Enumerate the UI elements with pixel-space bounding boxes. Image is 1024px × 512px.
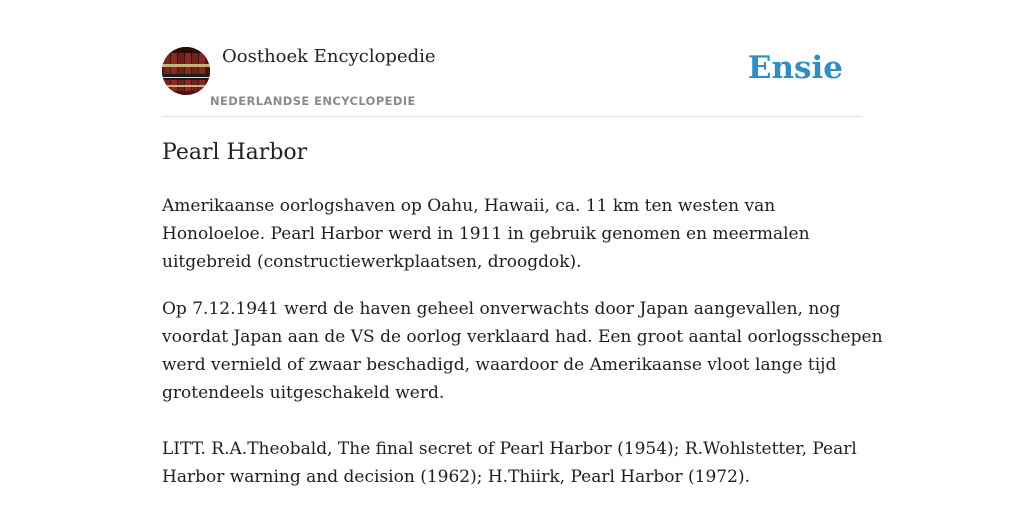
page-title: Pearl Harbor bbox=[162, 140, 308, 165]
paragraph-line: uitgebreid (constructiewerkplaatsen, droogdok). bbox=[162, 252, 582, 272]
site-header bbox=[162, 0, 862, 117]
paragraph-line: Harbor warning and decision (1962); H.Thiirk, Pearl Harbor (1972). bbox=[162, 467, 750, 487]
ensie-brand-link[interactable]: Ensie bbox=[747, 50, 843, 86]
encyclopedia-logo-avatar[interactable] bbox=[162, 47, 210, 95]
site-subtitle: NEDERLANDSE ENCYCLOPEDIE bbox=[210, 94, 416, 108]
book-spines-image bbox=[162, 47, 210, 95]
article-paragraph bbox=[162, 295, 883, 407]
site-title[interactable]: Oosthoek Encyclopedie bbox=[222, 46, 436, 67]
paragraph-line: Op 7.12.1941 werd de haven geheel onverwachts door Japan aangevallen, nog bbox=[162, 299, 841, 319]
paragraph-line: voordat Japan aan de VS de oorlog verklaard had. Een groot aantal oorlogsschepen bbox=[162, 327, 883, 347]
paragraph-line: LITT. R.A.Theobald, The final secret of Pearl Harbor (1954); R.Wohlstetter, Pearl bbox=[162, 439, 857, 459]
article-paragraph bbox=[162, 192, 862, 276]
literature-paragraph bbox=[162, 435, 862, 491]
paragraph-line: Amerikaanse oorlogshaven op Oahu, Hawaii, ca. 11 km ten westen van bbox=[162, 196, 776, 216]
paragraph-line: werd vernield of zwaar beschadigd, waardoor de Amerikaanse vloot lange tijd bbox=[162, 355, 837, 375]
paragraph-line: grotendeels uitgeschakeld werd. bbox=[162, 383, 445, 403]
paragraph-line: Honoloeloe. Pearl Harbor werd in 1911 in gebruik genomen en meermalen bbox=[162, 224, 810, 244]
